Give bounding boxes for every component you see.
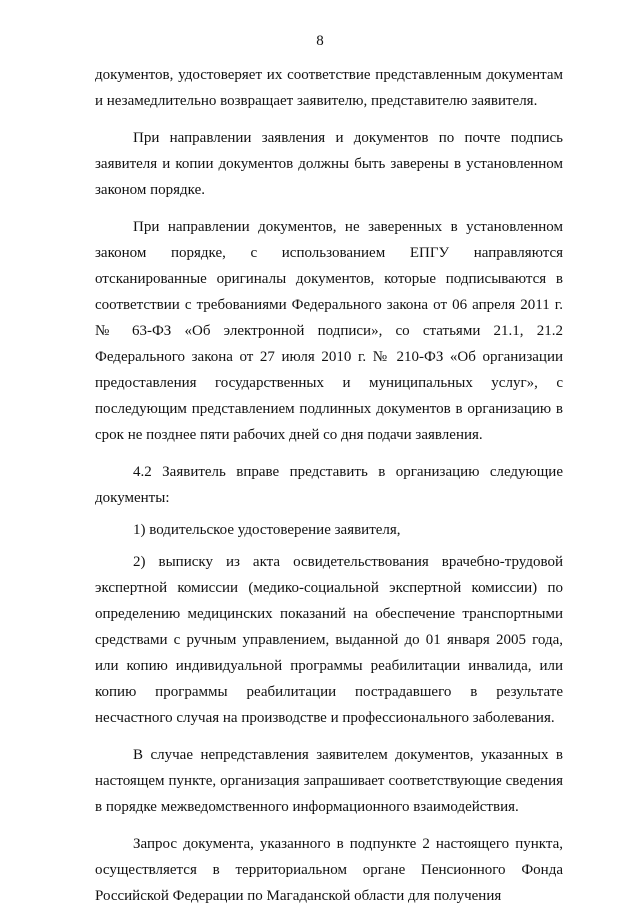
paragraph-document-request: Запрос документа, указанного в подпункте 2 настоящего пункта, осуществляется в территориальном органе Пенсионного Фонда Российской Федерации по Магаданской области для получения: [95, 836, 563, 904]
page-number: 8: [316, 33, 324, 49]
paragraph-continuation: документов, удостоверяет их соответствие представленным документам и незамедлительно возвращает заявителю, представителю заявителя.: [95, 67, 563, 109]
paragraph-epgu-submission: При направлении документов, не заверенных в установленном законом порядке, с использованием ЕПГУ направляются отсканированные оригиналы документов, которые подписываются в соответствии с требованиями Федерального закона от 06 апреля 2011 г. № 63-ФЗ «Об электронной подписи», со статьями 21.1, 21.2 Федерального закона от 27 июля 2010 г. № 210-ФЗ «Об организации предоставления государственных и муниципальных услуг», с последующим представлением подлинных документов в организацию в срок не позднее пяти рабочих дней со дня подачи заявления.: [95, 219, 563, 443]
list-item-1: 1) водительское удостоверение заявителя,: [133, 522, 401, 538]
paragraph-section-4-2: 4.2 Заявитель вправе представить в организацию следующие документы:: [95, 464, 563, 506]
list-item-2: 2) выписку из акта освидетельствования врачебно-трудовой экспертной комиссии (медико-социальной экспертной комиссии) по определению медицинских показаний на обеспечение транспортными средствами с ручным управлением, выданной до 01 января 2005 года, или копию индивидуальной программы реабилитации инвалида, или копию программы реабилитации пострадавшего в результате несчастного случая на производстве и профессионального заболевания.: [95, 554, 563, 726]
paragraph-postal-submission: При направлении заявления и документов по почте подпись заявителя и копии документов должны быть заверены в установленном законом порядке.: [95, 130, 563, 198]
document-body: [95, 62, 563, 909]
paragraph-non-submission: В случае непредставления заявителем документов, указанных в настоящем пункте, организация запрашивает соответствующие сведения в порядке межведомственного информационного взаимодействия.: [95, 747, 563, 815]
